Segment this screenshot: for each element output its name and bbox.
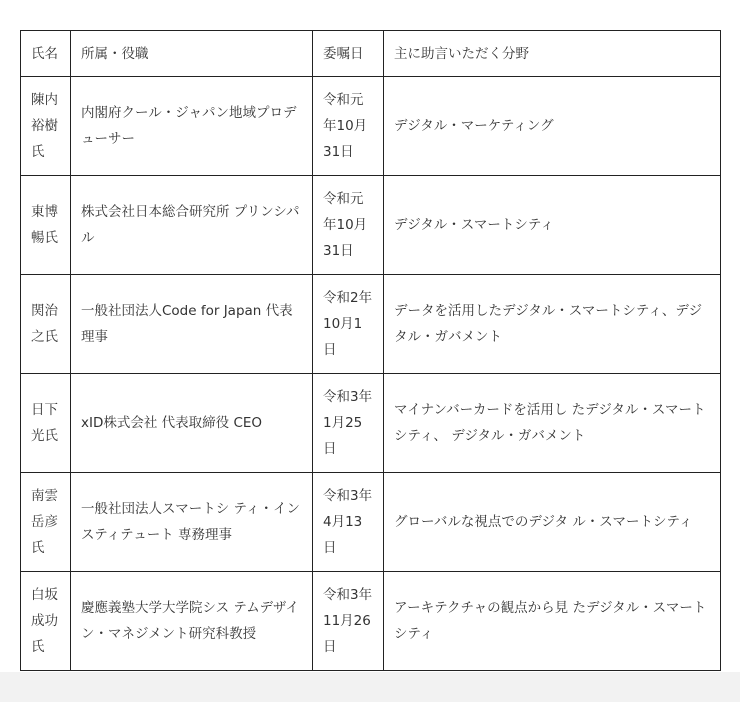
advisor-table — [20, 30, 721, 671]
cell-affiliation: 一般社団法人Code for Japan 代表理事 — [71, 275, 313, 374]
table-row — [21, 176, 721, 275]
cell-name: 陳内裕樹氏 — [21, 77, 71, 176]
cell-field: デジタル・スマートシティ — [384, 176, 721, 275]
cell-name: 関治之氏 — [21, 275, 71, 374]
cell-field: データを活用したデジタル・スマートシティ、デジタル・ガバメント — [384, 275, 721, 374]
header-name: 氏名 — [21, 31, 71, 77]
cell-field: グローバルな視点でのデジタ ル・スマートシティ — [384, 473, 721, 572]
table-row — [21, 275, 721, 374]
cell-date: 令和3年11月26日 — [313, 572, 384, 671]
header-date: 委嘱日 — [313, 31, 384, 77]
cell-affiliation: xID株式会社 代表取締役 CEO — [71, 374, 313, 473]
cell-date: 令和2年10月1日 — [313, 275, 384, 374]
cell-field: マイナンバーカードを活用し たデジタル・スマートシティ、 デジタル・ガバメント — [384, 374, 721, 473]
cell-field: アーキテクチャの観点から見 たデジタル・スマートシティ — [384, 572, 721, 671]
table-header-row — [21, 31, 721, 77]
header-field: 主に助言いただく分野 — [384, 31, 721, 77]
cell-affiliation: 一般社団法人スマートシ ティ・インスティテュート 専務理事 — [71, 473, 313, 572]
cell-field: デジタル・マーケティング — [384, 77, 721, 176]
cell-name: 白坂成功氏 — [21, 572, 71, 671]
cell-date: 令和元年10月31日 — [313, 176, 384, 275]
cell-date: 令和元年10月31日 — [313, 77, 384, 176]
header-affiliation: 所属・役職 — [71, 31, 313, 77]
table-row — [21, 473, 721, 572]
cell-name: 南雲岳彦氏 — [21, 473, 71, 572]
table-row — [21, 374, 721, 473]
cell-name: 東博暢氏 — [21, 176, 71, 275]
cell-affiliation: 株式会社日本総合研究所 プリンシパル — [71, 176, 313, 275]
table-row — [21, 77, 721, 176]
cell-name: 日下光氏 — [21, 374, 71, 473]
table-row — [21, 572, 721, 671]
cell-affiliation: 内閣府クール・ジャパン地域プロデューサー — [71, 77, 313, 176]
cell-date: 令和3年4月13日 — [313, 473, 384, 572]
cell-date: 令和3年1月25日 — [313, 374, 384, 473]
cell-affiliation: 慶應義塾大学大学院シス テムデザイン・マネジメント研究科教授 — [71, 572, 313, 671]
